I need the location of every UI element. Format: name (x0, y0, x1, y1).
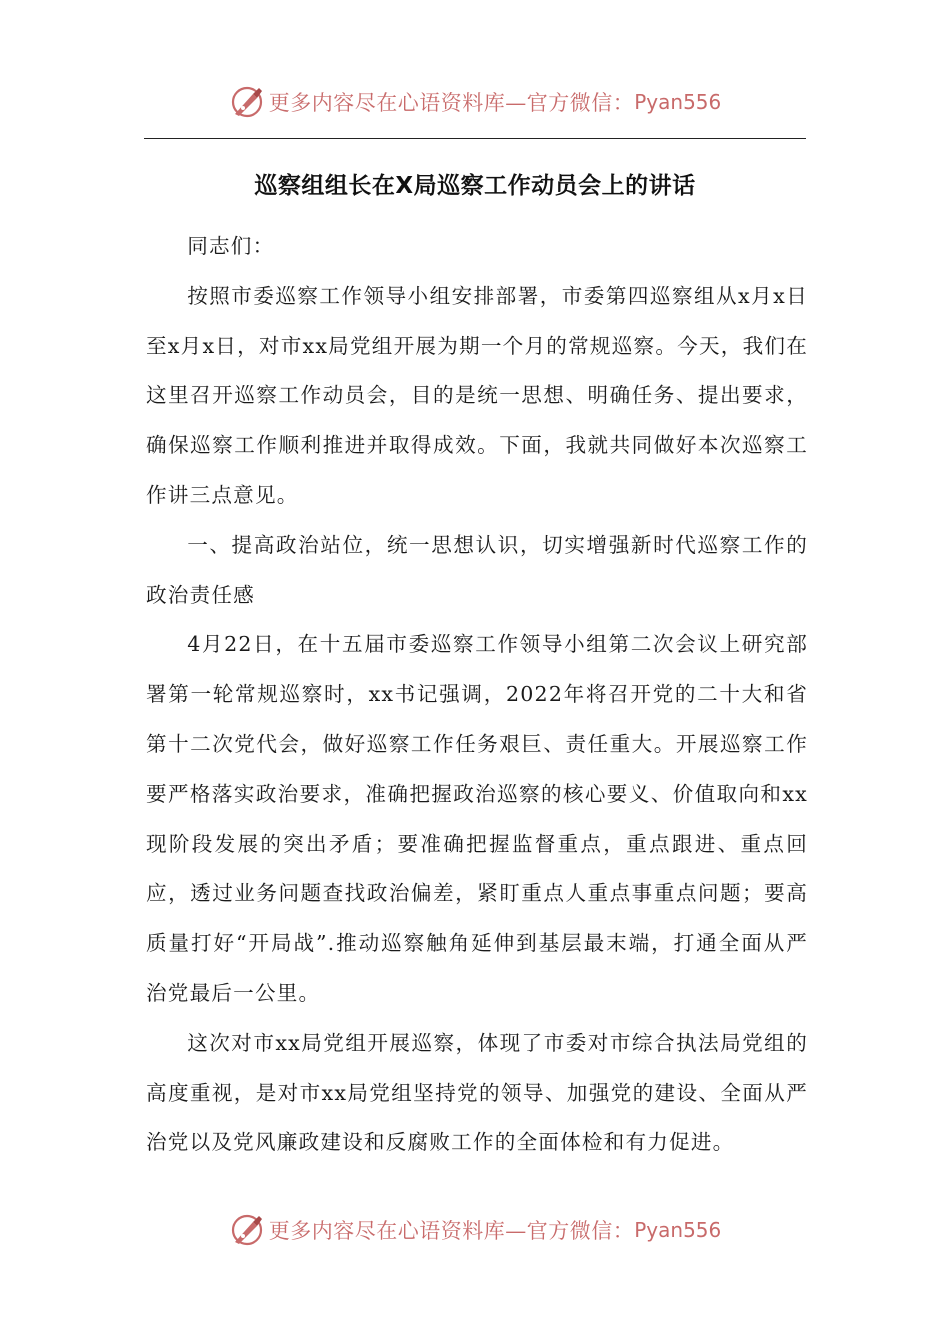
paragraph: 4月22日，在十五届市委巡察工作领导小组第二次会议上研究部署第一轮常规巡察时，xx书记强调，2022年将召开党的二十大和省第十二次党代会，做好巡察工作任务艰巨、责任重大。开展巡察工作要严格落实政治要求，准确把握政治巡察的核心要义、价值取向和xx现阶段发展的突出矛盾；要准确把握监督重点，重点跟进、重点回应，透过业务问题查找政治偏差，紧盯重点人重点事重点问题；要高质量打好“开局战”.推动巡察触角延伸到基层最末端，打通全面从严治党最后一公里。 (146, 632, 808, 1005)
paragraph: 这次对市xx局党组开展巡察，体现了市委对市综合执法局党组的高度重视，是对市xx局党组坚持党的领导、加强党的建设、全面从严治党以及党风廉政建设和反腐败工作的全面体检和有力促进。 (146, 1030, 808, 1155)
paragraph: 同志们： (187, 234, 275, 258)
document-body (146, 222, 808, 1168)
watermark-text: 更多内容尽在心语资料库—官方微信： (268, 1219, 635, 1243)
watermark-text: 更多内容尽在心语资料库—官方微信： (268, 91, 635, 115)
header-watermark-banner (0, 80, 950, 124)
section-heading: 一、提高政治站位，统一思想认识，切实增强新时代巡察工作的政治责任感 (146, 532, 808, 607)
header-divider (144, 138, 806, 139)
footer-watermark-banner (0, 1208, 950, 1252)
document-title: 巡察组组长在X局巡察工作动员会上的讲话 (254, 173, 696, 199)
watermark-contact: Pyan556 (634, 1218, 722, 1242)
pen-nib-logo-icon (229, 84, 265, 120)
paragraph: 按照市委巡察工作领导小组安排部署，市委第四巡察组从x月x日至x月x日，对市xx局党组开展为期一个月的常规巡察。今天，我们在这里召开巡察工作动员会，目的是统一思想、明确任务、提出要求，确保巡察工作顺利推进并取得成效。下面，我就共同做好本次巡察工作讲三点意见。 (146, 283, 808, 507)
pen-nib-logo-icon (229, 1212, 265, 1248)
watermark-contact: Pyan556 (634, 90, 722, 114)
